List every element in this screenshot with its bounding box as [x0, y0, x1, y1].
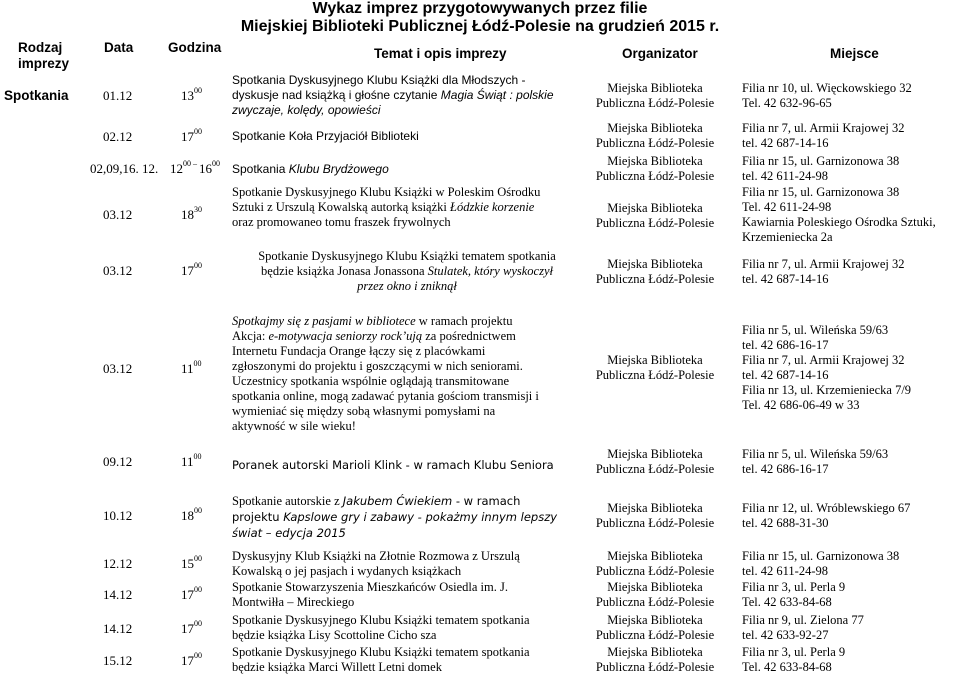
- row-topic: Poranek autorski Marioli Klink - w ramach Klubu Seniora: [232, 458, 554, 472]
- row-topic: Spotkanie Stowarzyszenia Mieszkańców Osiedla im. J. Montwiłła – Mireckiego: [232, 580, 508, 609]
- document-title-line1: Wykaz imprez przygotowywanych przez filie: [312, 0, 648, 17]
- row-place: Filia nr 5, ul. Wileńska 59/63 tel. 42 686-16-17: [742, 447, 889, 476]
- row-organizer: Miejska Biblioteka Publiczna Łódź-Polesie: [595, 447, 715, 476]
- row-hour: $17^{00}$: [181, 585, 202, 602]
- row-organizer: Miejska Biblioteka Publiczna Łódź-Polesie: [595, 501, 715, 530]
- row-topic: Spotkajmy się z pasjami w bibliotece w ramach projektu Akcja: e-motywacja seniorzy rock’ują za pośrednictwem Internetu Fundacja Orange łączy się z placówkami zgłoszonymi do projektu i goszczącymi w nich seniorami. Uczestnicy spotkania wspólnie oglądają transmitowane spotkania online, mogą zadawać pytania gościom transmisji i wymieniać się między sobą własnymi pomysłami na aktywność w sile wieku!: [232, 314, 539, 433]
- row-organizer: Miejska Biblioteka Publiczna Łódź-Polesie: [595, 580, 715, 609]
- row-place: Filia nr 7, ul. Armii Krajowej 32 tel. 42 687-14-16: [742, 257, 905, 286]
- row-topic: Spotkanie Dyskusyjnego Klubu Książki tematem spotkania będzie książka Jonasa Jonassona Stulatek, który wyskoczył przez okno i zniknął: [258, 249, 556, 293]
- column-header-godzina: Godzina: [168, 40, 222, 55]
- row-date: 03.12: [103, 263, 133, 278]
- row-hour: $15^{00}$: [181, 554, 202, 571]
- row-hour: $18^{00}$: [181, 506, 202, 523]
- row-topic: Spotkania Klubu Brydżowego: [232, 162, 389, 176]
- row-place: Filia nr 5, ul. Wileńska 59/63 tel. 42 686-16-17 Filia nr 7, ul. Armii Krajowej 32 tel. 42 687-14-16 Filia nr 13, ul. Krzemieniecka 7/9 Tel. 42 686-06-49 w 33: [742, 323, 912, 412]
- row-date: 15.12: [103, 653, 133, 668]
- document-title-line2: Miejskiej Biblioteki Publicznej Łódź-Polesie na grudzień 2015 r.: [240, 18, 720, 35]
- row-date: 10.12: [103, 508, 133, 523]
- row-topic: Spotkanie autorskie z Jakubem Ćwiekiem - w ramach projektu Kapslowe gry i zabawy - pokażmy innym lepszy świat – edycja 2015: [232, 494, 558, 540]
- row-organizer: Miejska Biblioteka Publiczna Łódź-Polesie: [595, 613, 715, 642]
- row-date: 03.12: [103, 207, 133, 222]
- row-date: 09.12: [103, 454, 133, 469]
- row-date: 02.12: [103, 129, 133, 144]
- row-place: Filia nr 15, ul. Garnizonowa 38 tel. 42 611-24-98: [742, 154, 900, 183]
- row-place: Filia nr 3, ul. Perla 9 Tel. 42 633-84-68: [742, 580, 846, 609]
- row-hour: $11^{00}$: [181, 452, 202, 469]
- row-place: Filia nr 12, ul. Wróblewskiego 67 tel. 42 688-31-30: [742, 501, 911, 530]
- row-organizer: Miejska Biblioteka Publiczna Łódź-Polesie: [595, 201, 715, 230]
- row-place: Filia nr 15, ul. Garnizonowa 38 Tel. 42 611-24-98 Kawiarnia Poleskiego Ośrodka Sztuki, Krzemieniecka 2a: [742, 185, 936, 244]
- row-date: 14.12: [103, 587, 133, 602]
- column-header-miejsce: Miejsce: [830, 46, 879, 61]
- row-organizer: Miejska Biblioteka Publiczna Łódź-Polesie: [595, 81, 715, 110]
- row-date: 03.12: [103, 361, 133, 376]
- row-organizer: Miejska Biblioteka Publiczna Łódź-Polesie: [595, 154, 715, 183]
- row-topic: Spotkanie Dyskusyjnego Klubu Książki tematem spotkania będzie książka Marci Willett Letni domek: [232, 645, 530, 674]
- row-topic: Spotkanie Koła Przyjaciół Biblioteki: [232, 129, 419, 143]
- row-organizer: Miejska Biblioteka Publiczna Łódź-Polesie: [595, 353, 715, 382]
- row-hour: $11^{00}$: [181, 359, 202, 376]
- column-header-rodzaj: [18, 40, 70, 72]
- row-place: Filia nr 3, ul. Perla 9 Tel. 42 633-84-68: [742, 645, 846, 674]
- row-hour: $13^{00}$: [181, 86, 202, 103]
- column-header-organizator: Organizator: [622, 46, 698, 61]
- row-place: Filia nr 9, ul. Zielona 77 tel. 42 633-92-27: [742, 613, 864, 642]
- row-date: 02,09,16. 12.: [90, 161, 159, 176]
- column-header-rodzaj-line1: Rodzaj: [18, 40, 63, 55]
- event-type-value: Spotkania: [4, 88, 69, 103]
- row-organizer: Miejska Biblioteka Publiczna Łódź-Polesie: [595, 121, 715, 150]
- row-hour: $17^{00}$: [181, 651, 202, 668]
- column-header-rodzaj-line2: imprezy: [18, 56, 70, 71]
- row-organizer: Miejska Biblioteka Publiczna Łódź-Polesie: [595, 549, 715, 578]
- column-header-temat: Temat i opis imprezy: [374, 46, 507, 61]
- row-topic: Spotkania Dyskusyjnego Klubu Książki dla Młodszych - dyskusje nad książką i głośne czytanie Magia Świąt : polskie zwyczaje, kolędy, opowieści: [232, 73, 554, 117]
- row-hour: $17^{00}$: [181, 261, 202, 278]
- row-topic: Dyskusyjny Klub Książki na Złotnie Rozmowa z Urszulą Kowalską o jej pasjach i wydanych książkach: [232, 549, 520, 578]
- row-organizer: Miejska Biblioteka Publiczna Łódź-Polesie: [595, 645, 715, 674]
- row-hour: $18^{30}$: [181, 205, 202, 222]
- column-header-data: Data: [104, 40, 134, 55]
- row-date: 12.12: [103, 556, 133, 571]
- row-hour: $12^{00}$ – $16^{00}$: [170, 159, 220, 176]
- row-hour: $17^{00}$: [181, 619, 202, 636]
- row-place: Filia nr 7, ul. Armii Krajowej 32 tel. 42 687-14-16: [742, 121, 905, 150]
- row-place: Filia nr 15, ul. Garnizonowa 38 tel. 42 611-24-98: [742, 549, 900, 578]
- row-hour: $17^{00}$: [181, 127, 202, 144]
- row-date: 14.12: [103, 621, 133, 636]
- row-organizer: Miejska Biblioteka Publiczna Łódź-Polesie: [595, 257, 715, 286]
- row-place: Filia nr 10, ul. Więckowskiego 32 Tel. 42 632-96-65: [742, 81, 912, 110]
- row-date: 01.12: [103, 88, 133, 103]
- row-topic: Spotkanie Dyskusyjnego Klubu Książki w Poleskim Ośrodku Sztuki z Urszulą Kowalską autorką książki Łódzkie korzenie oraz promowaneo tomu fraszek frywolnych: [232, 185, 541, 229]
- row-topic: Spotkanie Dyskusyjnego Klubu Książki tematem spotkania będzie książka Lisy Scottoline Cicho sza: [232, 613, 530, 642]
